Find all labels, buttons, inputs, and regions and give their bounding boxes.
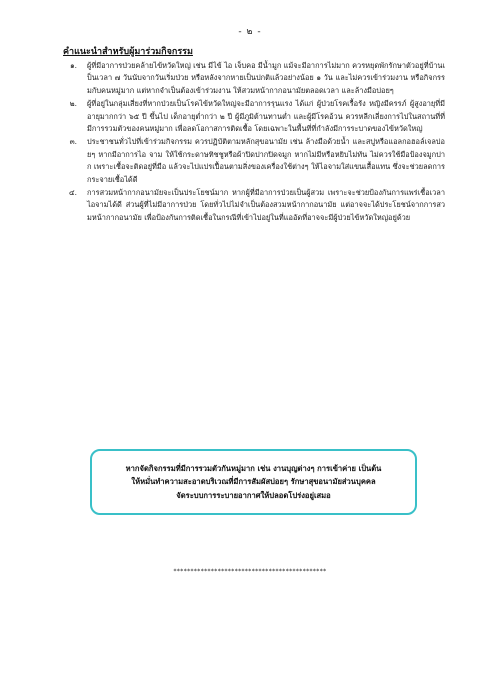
guideline-item-2 <box>63 98 445 135</box>
guideline-text: ประชาชนทั่วไปที่เข้าร่วมกิจกรรม ควรปฏิบัติตามหลักสุขอนามัย เช่น ล้างมือด้วยน้ำ และสบู่หรือแอลกอฮอล์เจลบ่อยๆ หากมีอาการไอ จาม ให้ใช้กระดาษทิชชูหรือผ้าปิดปากปิดจมูก หากไม่มีหรือหยิบไม่ทัน ไม่ควรใช้มือป้องจมูกปาก เพราะเชื้อจะติดอยู่ที่มือ แล้วจะไปแปรเปื้อนตามสิ่งของเครื่องใช้ต่างๆ ให้ไอจามใส่แขนเสื้อแทน ซึ่งจะช่วยลดการกระจายเชื้อได้ดี <box>87 137 445 184</box>
guideline-text: ผู้ที่มีอาการป่วยคล้ายไข้หวัดใหญ่ เช่น มีไข้ ไอ เจ็บคอ มีน้ำมูก แม้จะมีอาการไม่มาก ควรหยุดพักรักษาตัวอยู่ที่บ้านเป็นเวลา ๗ วันนับจากวันเริ่มป่วย หรือหลังจากหายเป็นปกติแล้วอย่างน้อย ๑ วัน และไม่ควรเข้าร่วมงาน หรือกิจกรรมกับคนหมู่มาก แต่หากจำเป็นต้องเข้าร่วมงาน ให้สวมหน้ากากอนามัยตลอดเวลา และล้างมือบ่อยๆ <box>87 61 445 95</box>
page-number: - ๒ - <box>238 27 262 37</box>
notice-line-1: หากจัดกิจกรรมที่มีการรวมตัวกันหมู่มาก เช่น งานบุญต่างๆ การเข้าค่าย เป็นต้น <box>125 463 382 473</box>
guideline-number: ๓. <box>69 137 77 147</box>
guideline-item-1 <box>63 60 445 97</box>
notice-line-3: จัดระบบการระบายอากาศให้ปลอดโปร่งอยู่เสมอ <box>176 490 331 500</box>
section-heading: คำแนะนำสำหรับผู้มาร่วมกิจกรรม <box>63 47 193 57</box>
guidelines-list <box>63 60 445 225</box>
guideline-number: ๑. <box>69 61 77 70</box>
notice-box <box>90 449 417 515</box>
end-marker: ********************************************* <box>173 568 327 575</box>
guideline-text: ผู้ที่อยู่ในกลุ่มเสี่ยงที่หากป่วยเป็นโรคไข้หวัดใหญ่จะมีอาการรุนแรง ได้แก่ ผู้ป่วยโรคเรื้อรัง หญิงมีครรภ์ ผู้สูงอายุที่มีอายุมากกว่า ๖๕ ปี ขึ้นไป เด็กอายุต่ำกว่า ๒ ปี ผู้มีภูมิต้านทานต่ำ และผู้มีโรคอ้วน ควรหลีกเลี่ยงการไปในสถานที่ที่มีการรวมตัวของคนหมู่มาก เพื่อลดโอกาสการติดเชื้อ โดยเฉพาะในพื้นที่ที่กำลังมีการระบาดของไข้หวัดใหญ่ <box>87 99 445 134</box>
guideline-item-3 <box>63 136 445 186</box>
notice-line-2: ให้หมั่นทำความสะอาดบริเวณที่มีการสัมผัสบ่อยๆ รักษาสุขอนามัยส่วนบุคคล <box>131 477 376 487</box>
guideline-number: ๔. <box>69 188 77 198</box>
guideline-number: ๒. <box>69 99 77 109</box>
guideline-item-4 <box>63 187 445 224</box>
guideline-text: การสวมหน้ากากอนามัยจะเป็นประโยชน์มาก หากผู้ที่มีอาการป่วยเป็นผู้สวม เพราะจะช่วยป้องกันการแพร่เชื้อเวลาไอจามได้ดี ส่วนผู้ที่ไม่มีอาการป่วย โดยทั่วไปไม่จำเป็นต้องสวมหน้ากากอนามัย แต่อาจจะได้ประโยชน์จากการสวมหน้ากากอนามัย เพื่อป้องกันการติดเชื้อในกรณีที่เข้าไปอยู่ในที่แออัดที่อาจจะมีผู้ป่วยไข้หวัดใหญ่อยู่ด้วย <box>87 188 445 222</box>
